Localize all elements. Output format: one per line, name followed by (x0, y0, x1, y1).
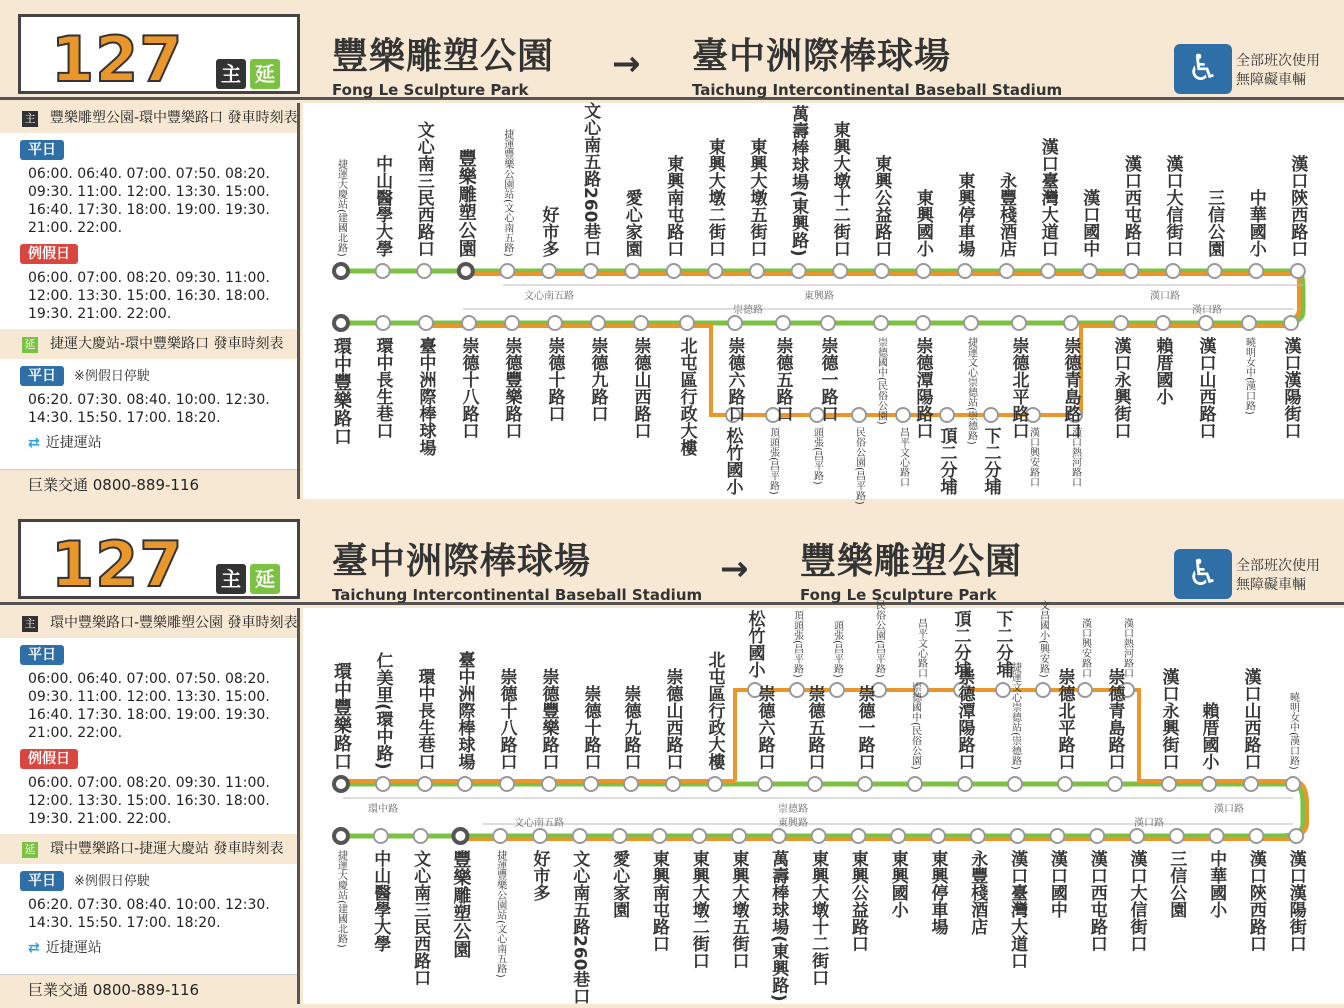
stop-label: 崇德六路口 (724, 337, 745, 422)
stop-label: 三信公園 (1166, 850, 1187, 918)
stop-node (625, 264, 639, 278)
wheelchair-icon: ♿ (1174, 44, 1232, 94)
stop-label: 東興大墩二街口 (688, 850, 709, 969)
stop-node (776, 316, 790, 330)
stop-label: 賴厝國小 (1152, 337, 1173, 405)
stop-node (1130, 829, 1144, 843)
stop-node (852, 408, 866, 422)
route-number: 127 (51, 528, 184, 601)
route-map (303, 600, 1344, 1005)
stop-node (1202, 777, 1216, 791)
ext-tag-small: 延 (22, 337, 38, 353)
stop-node (916, 264, 930, 278)
stop-label: 環中長生巷口 (372, 337, 393, 439)
stop-label: 崇德十路口 (580, 685, 601, 770)
stop-label: 漢口熱河路口 (1069, 427, 1081, 487)
stop-label: 捷運豐樂公園站(文心南五路) (494, 850, 506, 978)
stop-label: 崇德山西路口 (662, 668, 683, 770)
ext-note: ※例假日停駛 (74, 369, 150, 384)
schedule-column (0, 103, 300, 499)
stop-label: 松竹國小 (744, 610, 765, 678)
stop-label: 曉明女中(漢口路) (1287, 692, 1299, 770)
main-route-tag: 主 (216, 59, 246, 89)
stop-node (419, 316, 433, 330)
stop-label: 崇德六路口 (754, 685, 775, 770)
stop-node (376, 264, 390, 278)
stop-node (758, 777, 772, 791)
destination (800, 533, 1022, 604)
stop-node (376, 777, 390, 791)
stop-label: 永豐棧酒店 (967, 850, 988, 935)
stop-label: 東興大墩十二街口 (829, 121, 850, 257)
accessible-line2: 無障礙車輛 (1236, 577, 1306, 593)
stop-label: 漢口陝西路口 (1245, 850, 1266, 952)
stop-node (708, 264, 722, 278)
stop-node (334, 777, 348, 791)
company-contact: 巨業交通 0800-889-116 (0, 469, 297, 499)
stop-node (875, 264, 889, 278)
stop-node (542, 777, 556, 791)
stop-node (1289, 829, 1303, 843)
stop-label: 漢口陝西路口 (1287, 155, 1308, 257)
stop-label: 漢口臺灣大道口 (1037, 138, 1058, 257)
stop-label: 漢口永興街口 (1158, 668, 1179, 770)
accessible-line2: 無障礙車輛 (1236, 72, 1306, 88)
direction-arrow-icon: → (720, 549, 749, 589)
stop-node (750, 264, 764, 278)
stop-node (874, 316, 888, 330)
stop-node (830, 683, 844, 697)
timetable-panel-2 (0, 505, 1344, 1004)
stop-node (500, 264, 514, 278)
stop-node (984, 408, 998, 422)
stop-label: 愛心家園 (621, 189, 642, 257)
stop-node (1108, 777, 1122, 791)
stop-node (334, 264, 348, 278)
destination-en: Fong Le Sculpture Park (800, 586, 997, 604)
stop-node (1114, 316, 1128, 330)
stop-label: 東興停車場 (927, 850, 948, 935)
ext-header-text: 環中豐樂路口-捷運大慶站 發車時刻表 (50, 841, 284, 857)
stop-node (418, 777, 432, 791)
stop-label: 下二分埔 (980, 427, 1001, 495)
stop-label: 文心南五路260巷口 (580, 102, 601, 257)
near-metro-text: 近捷運站 (45, 940, 102, 956)
origin (332, 533, 702, 604)
stop-label: 漢口興安路口 (1027, 427, 1039, 487)
stop-node (772, 829, 786, 843)
stop-node (1000, 264, 1014, 278)
wheelchair-icon: ♿ (1174, 549, 1232, 599)
stop-node (708, 777, 722, 791)
stop-label: 漢口山西路口 (1195, 337, 1216, 439)
stop-label: 環中豐樂路口 (331, 337, 352, 445)
road-name-label: 漢口路 (1150, 291, 1180, 302)
stop-label: 漢口西屯路口 (1086, 850, 1107, 952)
stop-node (624, 777, 638, 791)
stop-label: 東興大墩二街口 (704, 138, 725, 257)
stop-label: 下二分埔 (992, 610, 1013, 678)
stop-node (1078, 683, 1092, 697)
ext-times: 06:20. 07:30. 08:40. 10:00. 12:30. 14:30. 15:50. 17:00. 18:20. (28, 392, 270, 426)
stop-node (1156, 316, 1170, 330)
accessible-note (1236, 52, 1320, 90)
stop-node (891, 829, 905, 843)
stop-node (417, 264, 431, 278)
stop-node (613, 829, 627, 843)
stop-label: 漢口西屯路口 (1120, 155, 1141, 257)
stop-label: 昌平文心路口 (915, 618, 927, 678)
origin-zh: 臺中洲際棒球場 (332, 541, 592, 582)
stop-node (652, 829, 666, 843)
accessible-line1: 全部班次使用 (1236, 558, 1320, 574)
road-name-label: 崇德路 (733, 305, 763, 316)
stop-node (916, 316, 930, 330)
ext-tag-small: 延 (22, 842, 38, 858)
stop-node (584, 777, 598, 791)
stop-node (634, 316, 648, 330)
stop-node (940, 408, 954, 422)
stop-label: 頭張(昌平路) (811, 427, 823, 485)
stop-node (414, 829, 428, 843)
stop-node (812, 829, 826, 843)
stop-label: 崇德九路口 (587, 337, 608, 422)
metro-transfer-icon: ⇄ (28, 940, 40, 956)
stop-label: 漢口臺灣大道口 (1007, 850, 1028, 969)
road-name-label: 東興路 (778, 818, 808, 829)
stop-node (591, 316, 605, 330)
stop-node (1083, 264, 1097, 278)
stop-label: 環中豐樂路口 (331, 662, 352, 770)
near-metro-legend (28, 432, 297, 452)
near-metro-legend (28, 937, 297, 957)
ext-header-text: 捷運大慶站-環中豐樂路口 發車時刻表 (50, 336, 284, 352)
holiday-times: 06:00. 07:00. 08:20. 09:30. 11:00. 12:00. 13:30. 15:00. 16:30. 18:00. 19:30. 21:00. 22:00. (28, 775, 270, 827)
stop-node (808, 777, 822, 791)
destination-en: Taichung Intercontinental Baseball Stadium (692, 81, 1063, 99)
main-schedule-header (0, 103, 297, 133)
origin (332, 28, 554, 99)
stop-label: 曉明女中(漢口路) (1243, 337, 1255, 415)
stop-node (1162, 777, 1176, 791)
stop-node (573, 829, 587, 843)
route-number-box (18, 14, 300, 94)
metro-transfer-icon: ⇄ (28, 435, 40, 451)
extension-route-tag: 延 (250, 59, 280, 89)
stop-node (1166, 264, 1180, 278)
stop-label: 崇德青島路口 (1104, 668, 1125, 770)
stop-label: 東興公益路口 (847, 850, 868, 952)
stop-node (458, 777, 472, 791)
stop-label: 崇德十八路口 (496, 668, 517, 770)
stop-label: 漢口山西路口 (1240, 668, 1261, 770)
stop-label: 永豐棧酒店 (996, 172, 1017, 257)
stop-label: 文心南五路260巷口 (569, 850, 590, 1005)
stop-node (1090, 829, 1104, 843)
stop-label: 文心南三民西路口 (413, 121, 434, 257)
ext-note: ※例假日停駛 (74, 874, 150, 889)
stop-label: 頭張(昌平路) (831, 620, 843, 678)
stop-label: 好市多 (529, 850, 550, 901)
stop-label: 崇德青島路口 (1060, 337, 1081, 439)
stop-label: 豐樂雕塑公園 (455, 149, 477, 257)
stop-node (958, 777, 972, 791)
stop-label: 仁美里(環中路) (372, 652, 393, 770)
stop-node (732, 829, 746, 843)
stop-node (584, 264, 598, 278)
stop-label: 三信公園 (1204, 189, 1225, 257)
weekday-times: 06:00. 06:40. 07:00. 07:50. 08:20. 09:30. 11:00. 12:00. 13:30. 15:00. 16:40. 17:30. 18:00. 19:00. 19:30. 21:00. 22:00. (28, 671, 270, 741)
stop-node (964, 316, 978, 330)
stop-label: 中華國小 (1206, 850, 1227, 918)
stop-node (1249, 264, 1263, 278)
stop-label: 萬壽棒球場(東興路) (788, 105, 809, 257)
stop-label: 崇德豐樂路口 (538, 668, 559, 770)
stop-node (1242, 316, 1256, 330)
stop-label: 漢口漢陽街口 (1285, 850, 1306, 952)
stop-node (334, 829, 348, 843)
stop-node (1170, 829, 1184, 843)
stop-node (692, 829, 706, 843)
stop-node (851, 829, 865, 843)
stop-label: 東興國小 (887, 850, 908, 918)
ext-weekday-badge: 平日 (20, 871, 64, 891)
destination (692, 28, 1062, 99)
route-number-box (18, 519, 300, 599)
stop-node (896, 408, 910, 422)
stop-label: 文心南三民西路口 (410, 850, 431, 986)
stop-label: 好市多 (538, 206, 559, 257)
stop-label: 崇德九路口 (620, 685, 641, 770)
stop-node (500, 777, 514, 791)
stop-label: 崇德國中(民俗公園) (909, 682, 921, 770)
holiday-badge: 例假日 (20, 749, 78, 769)
stop-node (374, 829, 388, 843)
weekday-badge: 平日 (20, 645, 64, 665)
stop-label: 臺中洲際棒球場 (415, 337, 436, 456)
stop-node (1041, 264, 1055, 278)
stop-label: 崇德北平路口 (1008, 337, 1029, 439)
stop-node (1050, 829, 1064, 843)
stop-node (728, 316, 742, 330)
route-header (0, 505, 1344, 605)
stop-label: 頂頭張(昌平路) (767, 427, 779, 495)
stop-label: 東興大墩五街口 (746, 138, 767, 257)
stop-node (1208, 264, 1222, 278)
stop-node (1284, 316, 1298, 330)
stop-label: 東興南屯路口 (663, 155, 684, 257)
stop-label: 漢口國中 (1079, 189, 1100, 257)
road-name-label: 文心南五路 (514, 818, 564, 829)
stop-label: 漢口大信街口 (1126, 850, 1147, 952)
accessible-note (1236, 557, 1320, 595)
stop-node (1210, 829, 1224, 843)
stop-label: 捷運豐樂公園站(文心南五路) (501, 129, 513, 257)
stop-node (908, 777, 922, 791)
stop-node (453, 829, 467, 843)
stop-label: 崇德一路口 (817, 337, 838, 422)
stop-label: 漢口漢陽街口 (1280, 337, 1301, 439)
origin-zh: 豐樂雕塑公園 (332, 36, 555, 77)
stop-label: 中山醫學大學 (372, 155, 393, 257)
stop-label: 頂二分埔 (936, 427, 957, 495)
main-header-text: 環中豐樂路口-豐樂雕塑公園 發車時刻表 (50, 615, 298, 631)
ext-schedule-header (0, 329, 297, 359)
stop-label: 漢口熱河路口 (1121, 618, 1133, 678)
road-name-label: 崇德路 (778, 804, 808, 815)
stop-node (462, 316, 476, 330)
stop-node (1036, 683, 1050, 697)
stop-node (667, 264, 681, 278)
stop-node (1249, 829, 1263, 843)
stop-node (542, 264, 556, 278)
stop-label: 崇德北平路口 (1054, 668, 1075, 770)
road-name-label: 漢口路 (1192, 305, 1222, 316)
stop-label: 愛心家園 (609, 850, 630, 918)
accessible-line1: 全部班次使用 (1236, 53, 1320, 69)
stop-label: 中山醫學大學 (370, 850, 391, 952)
ext-weekday-badge: 平日 (20, 366, 64, 386)
stop-label: 崇德潭陽路口 (912, 337, 933, 439)
stop-node (1199, 316, 1213, 330)
holiday-times: 06:00. 07:00. 08:20. 09:30. 11:00. 12:00. 13:30. 15:00. 16:30. 18:00. 19:30. 21:00. 22:00. (28, 270, 270, 322)
road-name-label: 環中路 (368, 804, 398, 815)
stop-node (971, 829, 985, 843)
stop-node (1011, 829, 1025, 843)
main-tag-small: 主 (22, 111, 38, 127)
weekday-badge: 平日 (20, 140, 64, 160)
stop-node (1008, 777, 1022, 791)
stop-label: 捷運大慶站(建國北路) (335, 159, 347, 257)
stop-label: 崇德國中(民俗公園) (875, 337, 887, 425)
stop-label: 北屯區行政大樓 (676, 337, 697, 456)
stop-node (334, 316, 348, 330)
route-header (0, 0, 1344, 100)
stop-node (533, 829, 547, 843)
stop-node (858, 777, 872, 791)
stop-label: 捷運大慶站(建國北路) (335, 850, 347, 948)
stop-node (666, 777, 680, 791)
stop-node (1286, 777, 1300, 791)
stop-label: 東興南屯路口 (648, 850, 669, 952)
stop-node (459, 264, 473, 278)
origin-en: Taichung Intercontinental Baseball Stadium (332, 586, 703, 604)
stop-label: 崇德十路口 (544, 337, 565, 422)
route-number: 127 (51, 23, 184, 96)
main-header-text: 豐樂雕塑公園-環中豐樂路口 發車時刻表 (50, 110, 298, 126)
company-contact: 巨業交通 0800-889-116 (0, 974, 297, 1004)
origin-en: Fong Le Sculpture Park (332, 81, 529, 99)
stop-node (958, 264, 972, 278)
stop-label: 民俗公園(昌平路) (873, 600, 885, 678)
schedule-column (0, 608, 300, 1004)
stop-node (548, 316, 562, 330)
stop-label: 豐樂雕塑公園 (450, 850, 472, 958)
stop-label: 昌平文心路口 (897, 427, 909, 487)
stop-label: 漢口大信街口 (1162, 155, 1183, 257)
stop-label: 崇德潭陽路口 (954, 668, 975, 770)
stop-label: 民俗公園(昌平路) (853, 427, 865, 505)
stop-label: 中華國小 (1245, 189, 1266, 257)
stop-node (1244, 777, 1258, 791)
stop-label: 東興國小 (912, 189, 933, 257)
road-name-label: 漢口路 (1214, 804, 1244, 815)
stop-label: 崇德豐樂路口 (501, 337, 522, 439)
direction-arrow-icon: → (612, 44, 641, 84)
holiday-badge: 例假日 (20, 244, 78, 264)
ext-times: 06:20. 07:30. 08:40. 10:00. 12:30. 14:30. 15:50. 17:00. 18:20. (28, 897, 270, 931)
stop-label: 東興大墩五街口 (728, 850, 749, 969)
extension-route-tag: 延 (250, 564, 280, 594)
stop-node (821, 316, 835, 330)
stop-node (1291, 264, 1305, 278)
stop-label: 臺中洲際棒球場 (454, 651, 475, 770)
main-schedule-header (0, 608, 297, 638)
stop-node (1124, 264, 1138, 278)
stop-node (1064, 316, 1078, 330)
stop-node (493, 829, 507, 843)
stop-label: 北屯區行政大樓 (704, 651, 725, 770)
stop-node (1012, 316, 1026, 330)
destination-zh: 豐樂雕塑公園 (800, 541, 1023, 582)
main-route-tag: 主 (216, 564, 246, 594)
stop-label: 環中長生巷口 (414, 668, 435, 770)
stop-label: 頂二分埔 (950, 610, 971, 678)
stop-node (931, 829, 945, 843)
stop-label: 賴厝國小 (1198, 702, 1219, 770)
main-tag-small: 主 (22, 616, 38, 632)
road-name-label: 文心南五路 (524, 291, 574, 302)
weekday-times: 06:00. 06:40. 07:00. 07:50. 08:20. 09:30. 11:00. 12:00. 13:30. 15:00. 16:40. 17:30. 18:00. 19:00. 19:30. 21:00. 22:00. (28, 166, 270, 236)
road-name-label: 漢口路 (1134, 818, 1164, 829)
stop-label: 東興停車場 (954, 172, 975, 257)
stop-node (792, 264, 806, 278)
stop-label: 漢口興安路口 (1079, 618, 1091, 678)
stop-label: 崇德山西路口 (630, 337, 651, 439)
stop-label: 松竹國小 (722, 427, 743, 495)
stop-label: 崇德十八路口 (458, 337, 479, 439)
stop-label: 崇德五路口 (804, 685, 825, 770)
stop-label: 東興公益路口 (871, 155, 892, 257)
stop-label: 崇德一路口 (854, 685, 875, 770)
stop-label: 捷運文心崇德站(崇德路) (1009, 662, 1021, 770)
stop-node (376, 316, 390, 330)
ext-schedule-header (0, 834, 297, 864)
route-map (303, 102, 1344, 505)
stop-node (680, 316, 694, 330)
stop-label: 漢口國中 (1046, 850, 1067, 918)
stop-label: 捷運文心崇德站(崇德路) (965, 337, 977, 445)
near-metro-text: 近捷運站 (45, 435, 102, 451)
stop-label: 萬壽棒球場(東興路) (768, 850, 789, 1002)
stop-label: 文昌國小(興安路) (1037, 600, 1049, 678)
stop-label: 頂頭張(昌平路) (791, 610, 803, 678)
stop-label: 漢口永興街口 (1110, 337, 1131, 439)
stop-label: 崇德五路口 (772, 337, 793, 422)
destination-zh: 臺中洲際棒球場 (692, 36, 952, 77)
stop-node (1058, 777, 1072, 791)
road-name-label: 東興路 (804, 291, 834, 302)
stop-node (833, 264, 847, 278)
stop-label: 東興大墩十二街口 (808, 850, 829, 986)
stop-node (505, 316, 519, 330)
